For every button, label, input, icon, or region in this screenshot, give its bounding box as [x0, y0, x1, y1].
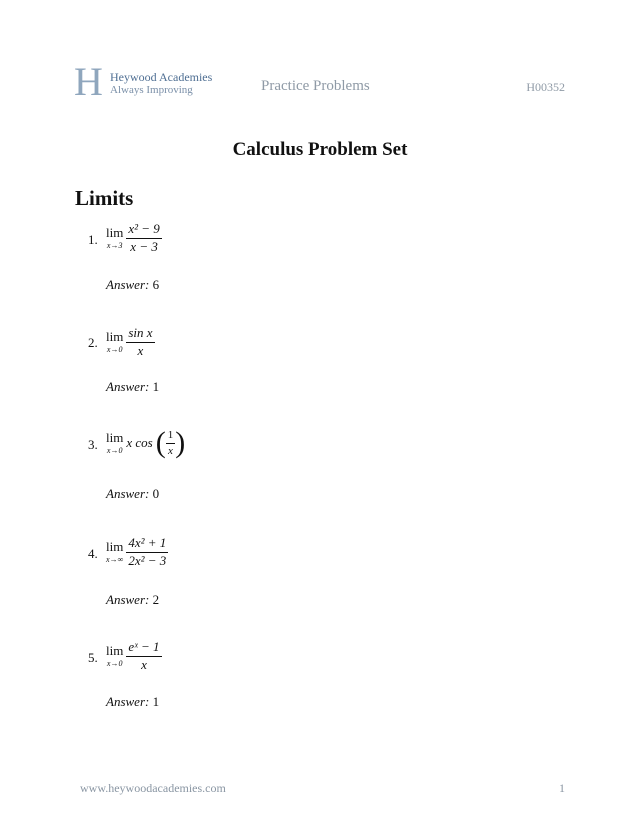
brand-tagline: Always Improving: [110, 84, 193, 96]
page-header: [0, 0, 640, 110]
problem-number: 1.: [88, 232, 98, 247]
problem-number: 4.: [88, 546, 98, 561]
answer-value: 1: [152, 694, 160, 709]
document-code: H00352: [526, 80, 565, 94]
denominator: 2x² − 3: [128, 552, 167, 568]
brand-name: Heywood Academies: [110, 70, 213, 84]
answer-value: 6: [152, 277, 160, 292]
numerator: eˣ − 1: [126, 640, 161, 657]
answer-value: 0: [152, 486, 160, 501]
limit-operator: lim x→3: [106, 225, 124, 251]
answer: [106, 486, 159, 502]
answer: [106, 592, 159, 608]
limit-subscript: x→0: [106, 659, 123, 669]
answer-label: Answer:: [106, 694, 150, 709]
problem-expression: [106, 222, 162, 255]
answer-value: 1: [152, 379, 160, 394]
problem-expression: [106, 326, 155, 359]
right-paren: ): [175, 426, 186, 459]
fraction: [126, 326, 154, 359]
limit-subscript: x→3: [106, 241, 123, 251]
footer-url[interactable]: www.heywoodacademies.com: [80, 781, 226, 795]
inner-fraction: [166, 429, 176, 456]
answer-label: Answer:: [106, 277, 150, 292]
answer-label: Answer:: [106, 592, 150, 607]
limit-operator: lim x→0: [106, 643, 124, 669]
problem-number: 2.: [88, 335, 98, 350]
answer: [106, 694, 159, 710]
limit-subscript: x→∞: [106, 555, 124, 565]
limit-subscript: x→0: [106, 345, 123, 355]
fraction: [126, 640, 161, 673]
numerator: x² − 9: [126, 222, 161, 239]
expression-prefix: x cos: [126, 435, 153, 450]
problem-expression: [106, 428, 185, 458]
header-title: Practice Problems: [261, 78, 370, 94]
page-title: Calculus Problem Set: [232, 139, 408, 160]
problem-expression: [106, 536, 168, 569]
limit-operator: lim x→∞: [106, 539, 124, 565]
answer-label: Answer:: [106, 486, 150, 501]
problem-number: 3.: [88, 437, 98, 452]
denominator: x: [141, 656, 147, 672]
fraction: [126, 222, 161, 255]
limit-subscript: x→0: [106, 446, 123, 455]
problem-expression: [106, 640, 162, 673]
answer: [106, 277, 159, 293]
logo-mark: H: [74, 59, 103, 104]
limit-operator: lim x→0: [106, 329, 124, 355]
denominator: x: [168, 444, 173, 457]
denominator: x − 3: [130, 238, 158, 254]
left-paren: (: [155, 426, 166, 459]
numerator: 4x² + 1: [126, 536, 168, 553]
numerator: 1: [166, 429, 176, 443]
answer-value: 2: [152, 592, 160, 607]
page-number: 1: [559, 781, 565, 795]
limit-operator: lim x→0: [106, 430, 124, 455]
section-heading: Limits: [75, 186, 134, 210]
numerator: sin x: [126, 326, 154, 343]
denominator: x: [137, 342, 144, 358]
answer: [106, 379, 159, 395]
answer-label: Answer:: [106, 379, 150, 394]
fraction: [126, 536, 168, 569]
problem-number: 5.: [88, 650, 98, 665]
